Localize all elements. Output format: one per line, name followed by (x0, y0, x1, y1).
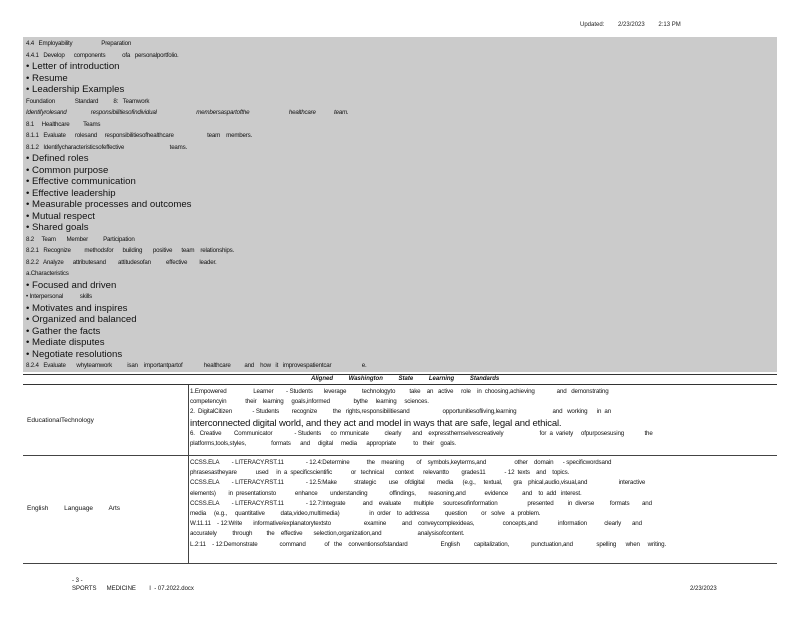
content-line: • Defined roles (26, 153, 89, 164)
table-row (23, 385, 777, 456)
content-line: 8.1.1 Evaluate rolesand responsibilitiesofhealthcare team members. (26, 132, 253, 139)
standard-line: CCSS.ELA - LITERACY.RST.11 - 12.4:Determine the meaning of symbols,keyterms,and other domain - specificwordsand (190, 459, 612, 466)
updated-stamp (580, 22, 693, 28)
content-line: 4.4.1 Develop components ofa personalportfolio. (26, 51, 179, 59)
content-line: Foundation Standard 8: Teamwork (26, 97, 150, 105)
content-line: 4.4 Employability Preparation (26, 40, 132, 47)
content-line: • Leadership Examples (26, 84, 125, 95)
standards-cell (190, 458, 778, 550)
subject-label: English Language Arts (27, 505, 121, 512)
standard-line: 1.Empowered Learner - Students leverage technologyto take an active role in choosing,achieving and demonstrating (190, 388, 609, 395)
standard-line: media (e.g., quantitative data,video,multimedia) in order to addressa question or solve a problem. (190, 509, 541, 517)
content-line: • Focused and driven (26, 279, 117, 291)
table-row (23, 456, 777, 564)
content-line: 8.2.1 Recognize methodsfor building positive team relationships. (26, 247, 235, 254)
content-line: • Organized and balanced (26, 314, 137, 325)
content-line: 8.1.2 Identifycharacteristicsofeffective teams. (26, 143, 188, 151)
content-line: a.Characteristics (26, 270, 69, 277)
content-line: 8.1 Healthcare Teams (26, 120, 101, 128)
standard-line: competencyin their learning goals,informed bythe learning sciences. (190, 398, 429, 406)
aligned-standards-title: Aligned Washington State Learning Standards (311, 376, 500, 382)
content-line: 8.2.2 Analyze attributesand attitudesofan effective leader. (26, 258, 217, 266)
content-line: • Shared goals (26, 222, 89, 233)
content-line: • Resume (26, 72, 68, 84)
content-line: • Interpersonal skills (26, 293, 92, 300)
standard-line: L.2:11 - 12:Demonstrate command of the conventionsofstandard English capitalization, punctuation,and spelling when writing. (190, 540, 667, 548)
standards-content-lines (26, 38, 766, 372)
footer-date: 2/23/2023 (690, 586, 717, 592)
content-line: • Effective leadership (26, 187, 116, 199)
standard-line: 6. Creative Communicator - Students co mmunicate clearly and expressthemselvescreatively for a variety ofpurposesusing the (190, 429, 653, 437)
column-divider (188, 385, 189, 455)
column-divider (188, 456, 189, 563)
content-line: • Mediate disputes (26, 337, 105, 348)
aligned-standards-header (23, 374, 777, 385)
updated-date: 2/23/2023 (618, 22, 645, 28)
subject-label: EducationalTechnology (27, 417, 94, 424)
content-line: 8.2 Team Member Participation (26, 235, 135, 243)
standard-line: accurately through the effective selection,organization,and analysisofcontent. (190, 530, 465, 538)
content-line: • Letter of introduction (26, 61, 120, 72)
content-line: • Motivates and inspires (26, 302, 128, 314)
standard-line: phrasesastheyare used in a specificscientific or technical context relevantto grades11 - 12 texts and topics. (190, 469, 570, 477)
content-line: • Measurable processes and outcomes (26, 199, 192, 210)
standard-line: elements) in presentationsto enhance understanding offindings, reasoning,and evidence and to add interest. (190, 489, 582, 497)
updated-label: Updated: (580, 22, 605, 28)
standard-line: 2. DigitalCitizen - Students recognize the rights,responsibilitiesand opportunitiesofliving,learning and working in an (190, 408, 612, 416)
content-line: 8.2.4 Evaluate whyteamwork isan importantpartof healthcare and how it improvespatientcar e. (26, 362, 367, 369)
standard-line: CCSS.ELA - LITERACY.RST.11 - 12.5:Make strategic use ofdigital media (e.g., textual, gra phical,audio,visual,and interactive (190, 479, 646, 487)
standard-line: interconnected digital world, and they act and model in ways that are safe, legal and ethical. (190, 417, 562, 429)
content-line: • Negotiate resolutions (26, 348, 123, 360)
file-name: SPORTS MEDICINE I - 07.2022.docx (72, 586, 194, 592)
standard-line: platforms,tools,styles, formats and digital media appropriate to their goals. (190, 439, 456, 447)
content-line: • Mutual respect (26, 210, 95, 222)
content-line: • Gather the facts (26, 325, 101, 337)
standard-line: CCSS.ELA - LITERACY.RST.11 - 12.7:Integrate and evaluate multiple sourcesofinformation presented in diverse formats and (190, 499, 652, 507)
content-line: Identifyrolesand responsibilitiesofindividual membersaspartofthe healthcare team. (26, 109, 349, 116)
page-number: - 3 - (72, 578, 83, 584)
updated-time: 2:13 PM (658, 22, 681, 28)
content-line: • Common purpose (26, 164, 109, 176)
content-line: • Effective communication (26, 176, 136, 187)
standard-line: W.11.11 - 12:Write informative/explanatorytextsto examine and conveycomplexideas, concepts,and information clearly and (190, 520, 642, 528)
footer-left (72, 577, 194, 593)
standards-cell (190, 387, 778, 449)
